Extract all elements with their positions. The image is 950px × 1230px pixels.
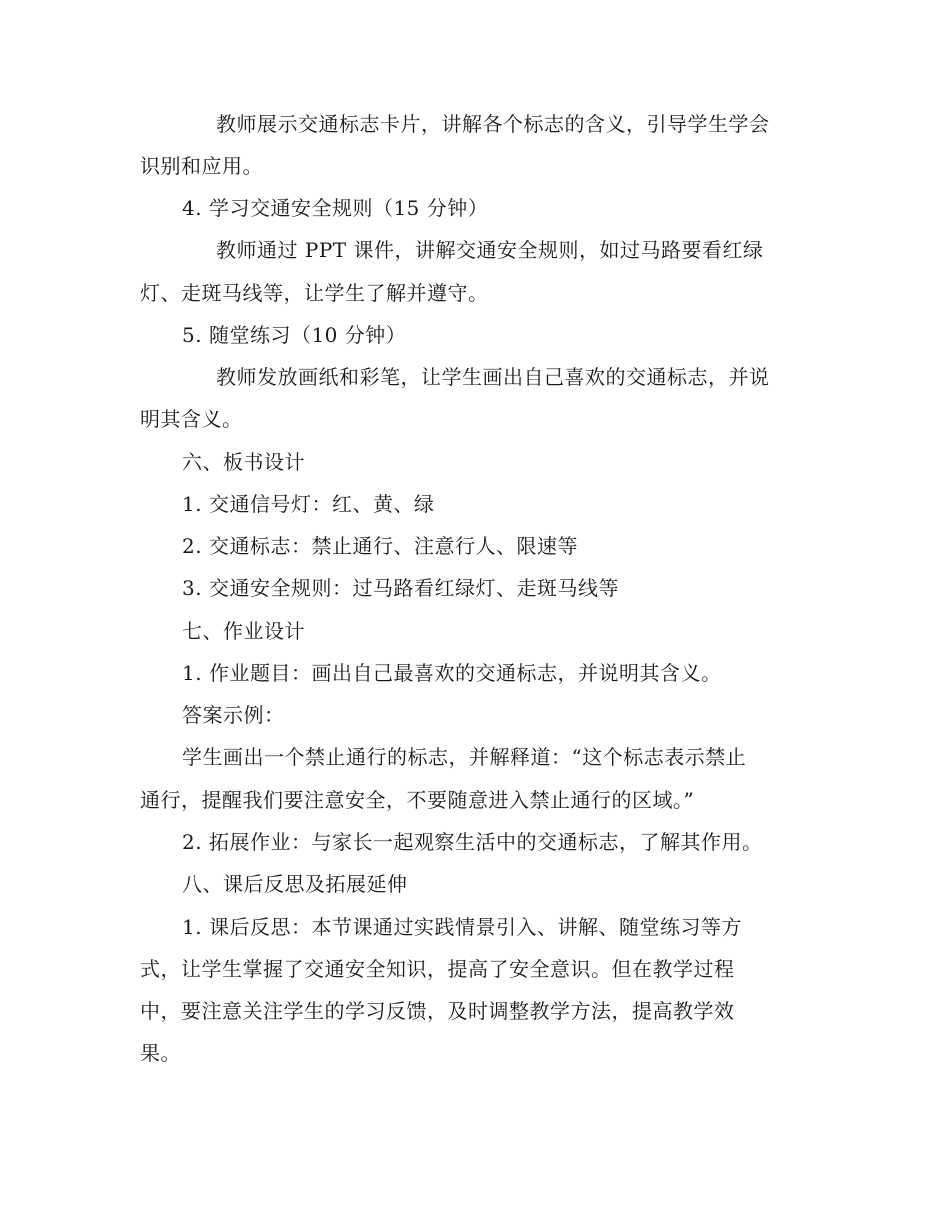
- paragraph-line: 式，让学生掌握了交通安全知识，提高了安全意识。但在教学过程: [140, 957, 735, 981]
- paragraph-line: 灯、走斑马线等，让学生了解并遵守。: [140, 281, 489, 305]
- paragraph-line: 明其含义。: [140, 407, 243, 431]
- section-heading: 七、作业设计: [182, 619, 305, 643]
- list-item: 1. 交通信号灯：红、黄、绿: [182, 492, 435, 516]
- list-item: 1. 作业题目：画出自己最喜欢的交通标志，并说明其含义。: [182, 661, 722, 685]
- paragraph-line: 通行，提醒我们要注意安全，不要随意进入禁止通行的区域。”: [140, 788, 695, 812]
- list-item: 1. 课后反思：本节课通过实践情景引入、讲解、随堂练习等方: [182, 915, 742, 939]
- paragraph-line: 学生画出一个禁止通行的标志，并解释道：“这个标志表示禁止: [182, 745, 747, 769]
- list-item: 2. 拓展作业：与家长一起观察生活中的交通标志，了解其作用。: [182, 830, 763, 854]
- section-heading: 5. 随堂练习（10 分钟）: [182, 323, 407, 347]
- paragraph-line: 中，要注意关注学生的学习反馈，及时调整教学方法，提高教学效: [140, 999, 735, 1023]
- section-heading: 八、课后反思及拓展延伸: [182, 872, 408, 896]
- paragraph-line: 识别和应用。: [140, 154, 263, 178]
- list-item: 2. 交通标志：禁止通行、注意行人、限速等: [182, 534, 578, 558]
- list-item: 3. 交通安全规则：过马路看红绿灯、走斑马线等: [182, 576, 619, 600]
- paragraph-line: 教师通过 PPT 课件，讲解交通安全规则，如过马路要看红绿: [216, 238, 764, 262]
- paragraph-line: 教师展示交通标志卡片，讲解各个标志的含义，引导学生学会: [216, 112, 770, 136]
- section-heading: 4. 学习交通安全规则（15 分钟）: [182, 196, 489, 220]
- section-heading: 六、板书设计: [182, 450, 305, 474]
- answer-label: 答案示例：: [182, 703, 285, 727]
- paragraph-line: 果。: [140, 1041, 181, 1065]
- paragraph-line: 教师发放画纸和彩笔，让学生画出自己喜欢的交通标志，并说: [216, 365, 770, 389]
